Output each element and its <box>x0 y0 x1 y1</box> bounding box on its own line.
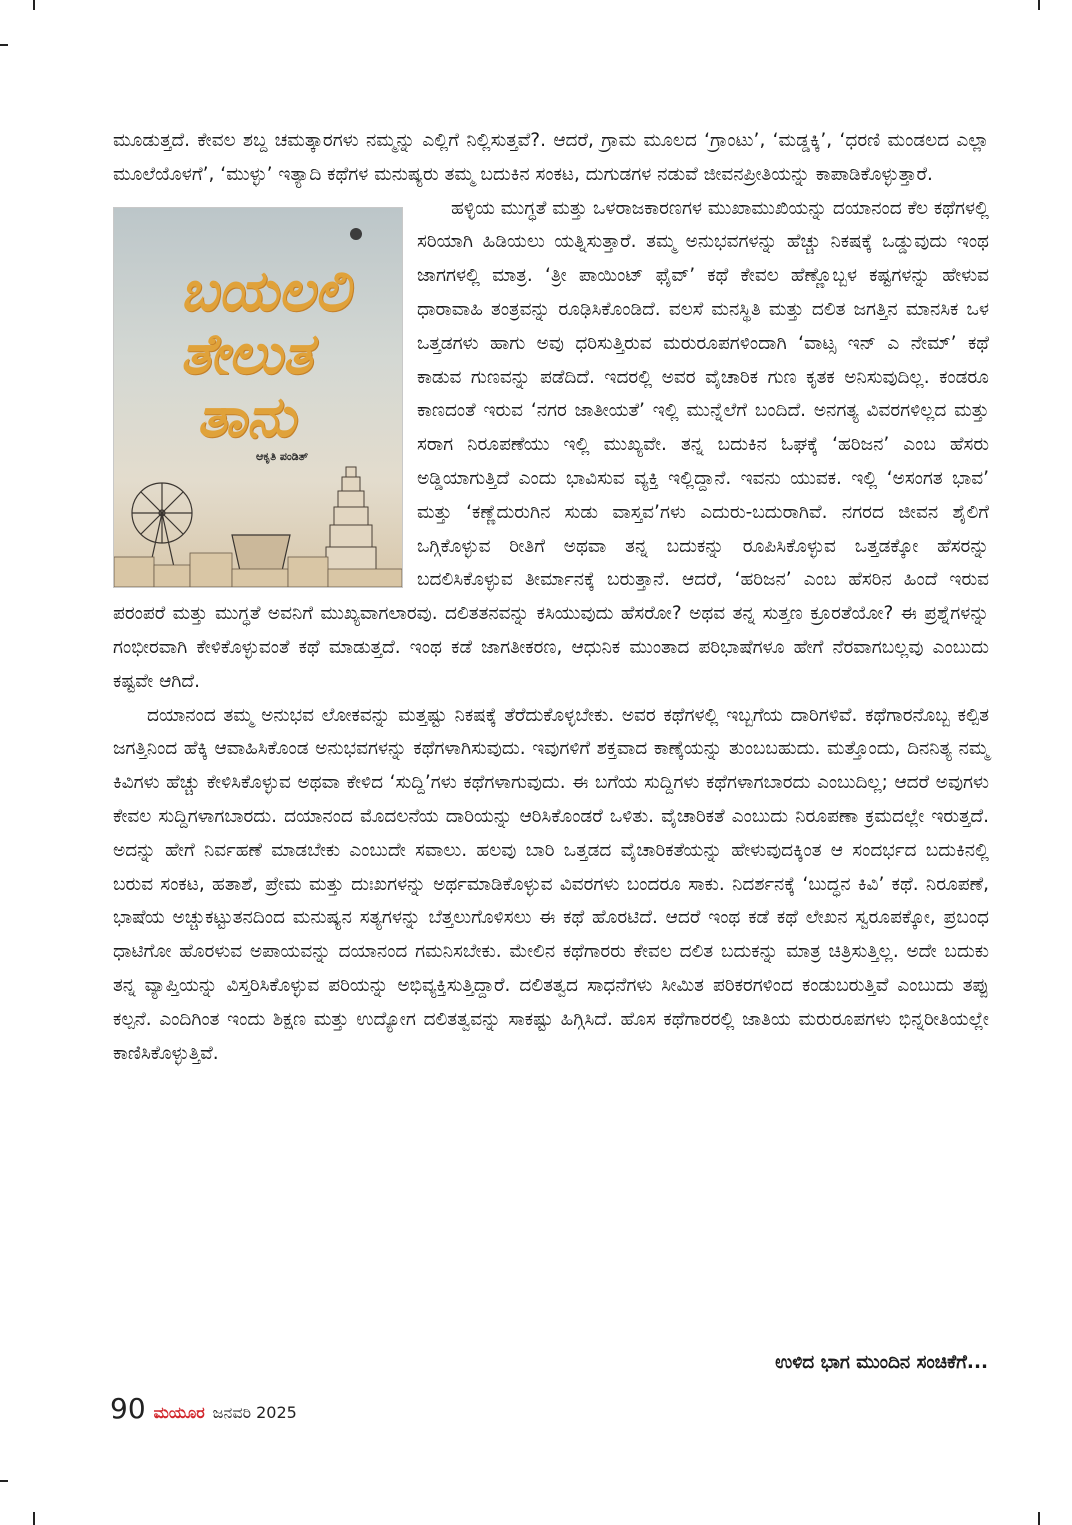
book-cover-image <box>113 207 403 588</box>
temple-tower-icon <box>326 467 376 571</box>
cover-title-line: ತಾನು <box>196 383 296 450</box>
paragraph-text: ಹಳ್ಳಿಯ ಮುಗ್ಧತೆ ಮತ್ತು ಒಳರಾಜಕಾರಣಗಳ ಮುಖಾಮುಖಿಯನ್ನು ದಯಾನಂದ ಕೆಲ ಕಥೆಗಳಲ್ಲಿ ಸರಿಯಾಗಿ ಹಿಡಿಯಲು ಯತ್ನಿಸುತ್ತಾರೆ. ತಮ್ಮ ಅನುಭವಗಳನ್ನು ಹೆಚ್ಚು ನಿಕಷಕ್ಕೆ ಒಡ್ಡುವುದು ಇಂಥ ಜಾಗಗಳಲ್ಲಿ ಮಾತ್ರ. ‘ತ್ರೀ ಪಾಯಿಂಟ್ ಫೈವ್’ ಕಥೆ ಕೇವಲ ಹೆಣ್ಣೊಬ್ಬಳ ಕಷ್ಟಗಳನ್ನು ಹೇಳುವ ಧಾರಾವಾಹಿ ತಂತ್ರವನ್ನು ರೂಢಿಸಿಕೊಂಡಿದೆ. ವಲಸೆ ಮನಸ್ಥಿತಿ ಮತ್ತು ದಲಿತ ಜಗತ್ತಿನ ಮಾನಸಿಕ ಒಳ ಒತ್ತಡಗಳು ಹಾಗು ಅವು ಧರಿಸುತ್ತಿರುವ ಮರುರೂಪಗಳಿಂದಾಗಿ ‘ವಾಟ್ಸ ಇನ್ ಎ ನೇಮ್’ ಕಥೆ ಕಾಡುವ ಗುಣವನ್ನು ಪಡೆದಿದೆ. ಇದರಲ್ಲಿ ಅವರ ವೈಚಾರಿಕ ಗುಣ ಕೃತಕ ಅನಿಸುವುದಿಲ್ಲ. ಕಂಡರೂ ಕಾಣದಂತೆ ಇರುವ ‘ನಗರ ಜಾತೀಯತೆ’ ಇಲ್ಲಿ ಮುನ್ನೆಲೆಗೆ ಬಂದಿದೆ. ಅನಗತ್ಯ ವಿವರಗಳಿಲ್ಲದ ಮತ್ತು ಸರಾಗ ನಿರೂಪಣೆಯು ಇಲ್ಲಿ ಮುಖ್ಯವೇ. ತನ್ನ ಬದುಕಿನ ಓಘಕ್ಕೆ ‘ಹರಿಜನ’ ಎಂಬ ಹೆಸರು ಅಡ್ಡಿಯಾಗುತ್ತಿದೆ ಎಂದು ಭಾವಿಸುವ ವ್ಯಕ್ತಿ ಇಲ್ಲಿದ್ದಾನೆ. ಇವನು ಯುವಕ. ಇಲ್ಲಿ ‘ಅಸಂಗತ ಭಾವ’ ಮತ್ತು ‘ಕಣ್ಣೆದುರುಗಿನ ಸುಡು ವಾಸ್ತವ’ಗಳು ಎದುರು-ಬದುರಾಗಿವೆ. ನಗರದ ಜೀವನ ಶೈಲಿಗೆ ಒಗ್ಗಿಕೊಳ್ಳುವ ರೀತಿಗೆ ಅಥವಾ ತನ್ನ ಬದುಕನ್ನು ರೂಪಿಸಿಕೊಳ್ಳುವ ಒತ್ತಡಕ್ಕೋ ಹೆಸರನ್ನು ಬದಲಿಸಿಕೊಳ್ಳುವ ತೀರ್ಮಾನಕ್ಕೆ ಬರುತ್ತಾನೆ. ಆದರೆ, ‘ಹರಿಜನ’ ಎಂಬ ಹೆಸರಿನ ಹಿಂದೆ ಇರುವ ಪರಂಪರೆ ಮತ್ತು ಮುಗ್ಧತೆ ಅವನಿಗೆ ಮುಖ್ಯವಾಗಲಾರವು. ದಲಿತತನವನ್ನು ಕಸಿಯುವುದು ಹೆಸರೋ? ಅಥವ ತನ್ನ ಸುತ್ತಣ ಕ್ರೂರತೆಯೋ? ಈ ಪ್ರಶ್ನೆಗಳನ್ನು ಗಂಭೀರವಾಗಿ ಕೇಳಿಕೊಳ್ಳುವಂತೆ ಕಥೆ ಮಾಡುತ್ತದೆ. ಇಂಥ ಕಡೆ ಜಾಗತೀಕರಣ, ಆಧುನಿಕ ಮುಂತಾದ ಪರಿಭಾಷೆಗಳೂ ಹೇಗೆ ನೆರವಾಗಬಲ್ಲವು ಎಂಬುದು ಕಷ್ಟವೇ ಆಗಿದೆ. <box>113 197 989 692</box>
page-number: 90 <box>110 1392 146 1425</box>
book-cover-title <box>146 257 350 450</box>
paragraph: ಮೂಡುತ್ತದೆ. ಕೇವಲ ಶಬ್ದ ಚಮತ್ಕಾರಗಳು ನಮ್ಮನ್ನು ಎಲ್ಲಿಗೆ ನಿಲ್ಲಿಸುತ್ತವೆ?. ಆದರೆ, ಗ್ರಾಮ ಮೂಲದ ‘ಗ್ರಾಂಟು’, ‘ಮಡ್ಡಕ್ಕಿ’, ‘ಧರಣಿ ಮಂಡಲದ ಎಲ್ಲಾ ಮೂಲೆಯೊಳಗೆ’, ‘ಮುಳ್ಳು’ ಇತ್ಯಾದಿ ಕಥೆಗಳ ಮನುಷ್ಯರು ತಮ್ಮ ಬದುಕಿನ ಸಂಕಟ, ದುಗುಡಗಳ ನಡುವೆ ಜೀವನಪ್ರೀತಿಯನ್ನು ಕಾಪಾಡಿಕೊಳ್ಳುತ್ತಾರೆ. <box>113 130 989 185</box>
crop-mark <box>1038 0 1040 10</box>
page-footer <box>110 1392 297 1425</box>
crop-mark <box>1038 1512 1040 1525</box>
cover-title-line: ತೇಲುತ <box>180 320 312 387</box>
article-body <box>113 124 989 1070</box>
paragraph: ದಯಾನಂದ ತಮ್ಮ ಅನುಭವ ಲೋಕವನ್ನು ಮತ್ತಷ್ಟು ನಿಕಷಕ್ಕೆ ತೆರೆದುಕೊಳ್ಳಬೇಕು. ಅವರ ಕಥೆಗಳಲ್ಲಿ ಇಬ್ಬಗೆಯ ದಾರಿಗಳಿವೆ. ಕಥೆಗಾರನೊಬ್ಬ ಕಲ್ಪಿತ ಜಗತ್ತಿನಿಂದ ಹೆಕ್ಕಿ ಆವಾಹಿಸಿಕೊಂಡ ಅನುಭವಗಳನ್ನು ಕಥೆಗಳಾಗಿಸುವುದು. ಇವುಗಳಿಗೆ ಶಕ್ತವಾದ ಕಾಣ್ಕೆಯನ್ನು ತುಂಬಬಹುದು. ಮತ್ತೊಂದು, ದಿನನಿತ್ಯ ನಮ್ಮ ಕಿವಿಗಳು ಹೆಚ್ಚು ಕೇಳಿಸಿಕೊಳ್ಳುವ ಅಥವಾ ಕೇಳಿದ ‘ಸುದ್ದಿ’ಗಳು ಕಥೆಗಳಾಗುವುದು. ಈ ಬಗೆಯ ಸುದ್ದಿಗಳು ಕಥೆಗಳಾಗಬಾರದು ಎಂಬುದಿಲ್ಲ; ಆದರೆ ಅವುಗಳು ಕೇವಲ ಸುದ್ದಿಗಳಾಗಬಾರದು. ದಯಾನಂದ ಮೊದಲನೆಯ ದಾರಿಯನ್ನು ಆರಿಸಿಕೊಂಡರೆ ಒಳಿತು. ವೈಚಾರಿಕತೆ ಎಂಬುದು ನಿರೂಪಣಾ ಕ್ರಮದಲ್ಲೇ ಇರುತ್ತದೆ. ಅದನ್ನು ಹೇಗೆ ನಿರ್ವಹಣೆ ಮಾಡಬೇಕು ಎಂಬುದೇ ಸವಾಲು. ಹಲವು ಬಾರಿ ಒತ್ತಡದ ವೈಚಾರಿಕತೆಯನ್ನು ಹೇಳುವುದಕ್ಕಿಂತ ಆ ಸಂದರ್ಭದ ಬದುಕಿನಲ್ಲಿ ಬರುವ ಸಂಕಟ, ಹತಾಶೆ, ಪ್ರೇಮ ಮತ್ತು ದುಃಖಗಳನ್ನು ಅರ್ಥಮಾಡಿಕೊಳ್ಳುವ ವಿವರಗಳು ಬಂದರೂ ಸಾಕು. ನಿದರ್ಶನಕ್ಕೆ ‘ಬುದ್ಧನ ಕಿವಿ’ ಕಥೆ. ನಿರೂಪಣೆ, ಭಾಷೆಯ ಅಚ್ಚುಕಟ್ಟುತನದಿಂದ ಮನುಷ್ಯನ ಸತ್ಯಗಳನ್ನು ಬೆತ್ತಲುಗೊಳಿಸಲು ಈ ಕಥೆ ಹೊರಟಿದೆ. ಆದರೆ ಇಂಥ ಕಡೆ ಕಥೆ ಲೇಖನ ಸ್ವರೂಪಕ್ಕೋ, ಪ್ರಬಂಧ ಧಾಟಿಗೋ ಹೊರಳುವ ಅಪಾಯವನ್ನು ದಯಾನಂದ ಗಮನಿಸಬೇಕು. ಮೇಲಿನ ಕಥೆಗಾರರು ಕೇವಲ ದಲಿತ ಬದುಕನ್ನು ಮಾತ್ರ ಚಿತ್ರಿಸುತ್ತಿಲ್ಲ. ಅದೇ ಬದುಕು ತನ್ನ ವ್ಯಾಪ್ತಿಯನ್ನು ವಿಸ್ತರಿಸಿಕೊಳ್ಳುವ ಪರಿಯನ್ನು ಅಭಿವ್ಯಕ್ತಿಸುತ್ತಿದ್ದಾರೆ. ದಲಿತತ್ವದ ಸಾಧನೆಗಳು ಸೀಮಿತ ಪರಿಕರಗಳಿಂದ ಕಂಡುಬರುತ್ತಿವೆ ಎಂಬುದು ತಪ್ಪು ಕಲ್ಪನೆ. ಎಂದಿಗಿಂತ ಇಂದು ಶಿಕ್ಷಣ ಮತ್ತು ಉದ್ಯೋಗ ದಲಿತತ್ವವನ್ನು ಸಾಕಷ್ಟು ಹಿಗ್ಗಿಸಿದೆ. ಹೊಸ ಕಥೆಗಾರರಲ್ಲಿ ಜಾತಿಯ ಮರುರೂಪಗಳು ಭಿನ್ನರೀತಿಯಲ್ಲೇ ಕಾಣಿಸಿಕೊಳ್ಳುತ್ತಿವೆ. <box>113 704 989 1064</box>
continued-note: ಉಳಿದ ಭಾಗ ಮುಂದಿನ ಸಂಚಿಕೆಗೆ... <box>775 1352 988 1373</box>
city-skyline-illustration <box>114 457 402 587</box>
ferris-wheel-icon <box>132 483 192 567</box>
issue-date: ಜನವರಿ 2025 <box>212 1403 297 1422</box>
stadium-icon <box>232 535 290 571</box>
magazine-logo: ಮಯೂರ <box>153 1403 205 1422</box>
publisher-logo-icon <box>350 228 362 240</box>
paragraph <box>113 192 989 699</box>
crop-mark <box>33 0 35 10</box>
crop-mark <box>0 44 8 46</box>
book-cover-author: ಆಕೃತಿ ಪಂಡಿತ್ <box>256 449 309 463</box>
crop-mark <box>33 1512 35 1525</box>
crop-mark <box>0 1480 8 1482</box>
cover-title-line: ಬಯಲಲಿ <box>180 257 350 324</box>
